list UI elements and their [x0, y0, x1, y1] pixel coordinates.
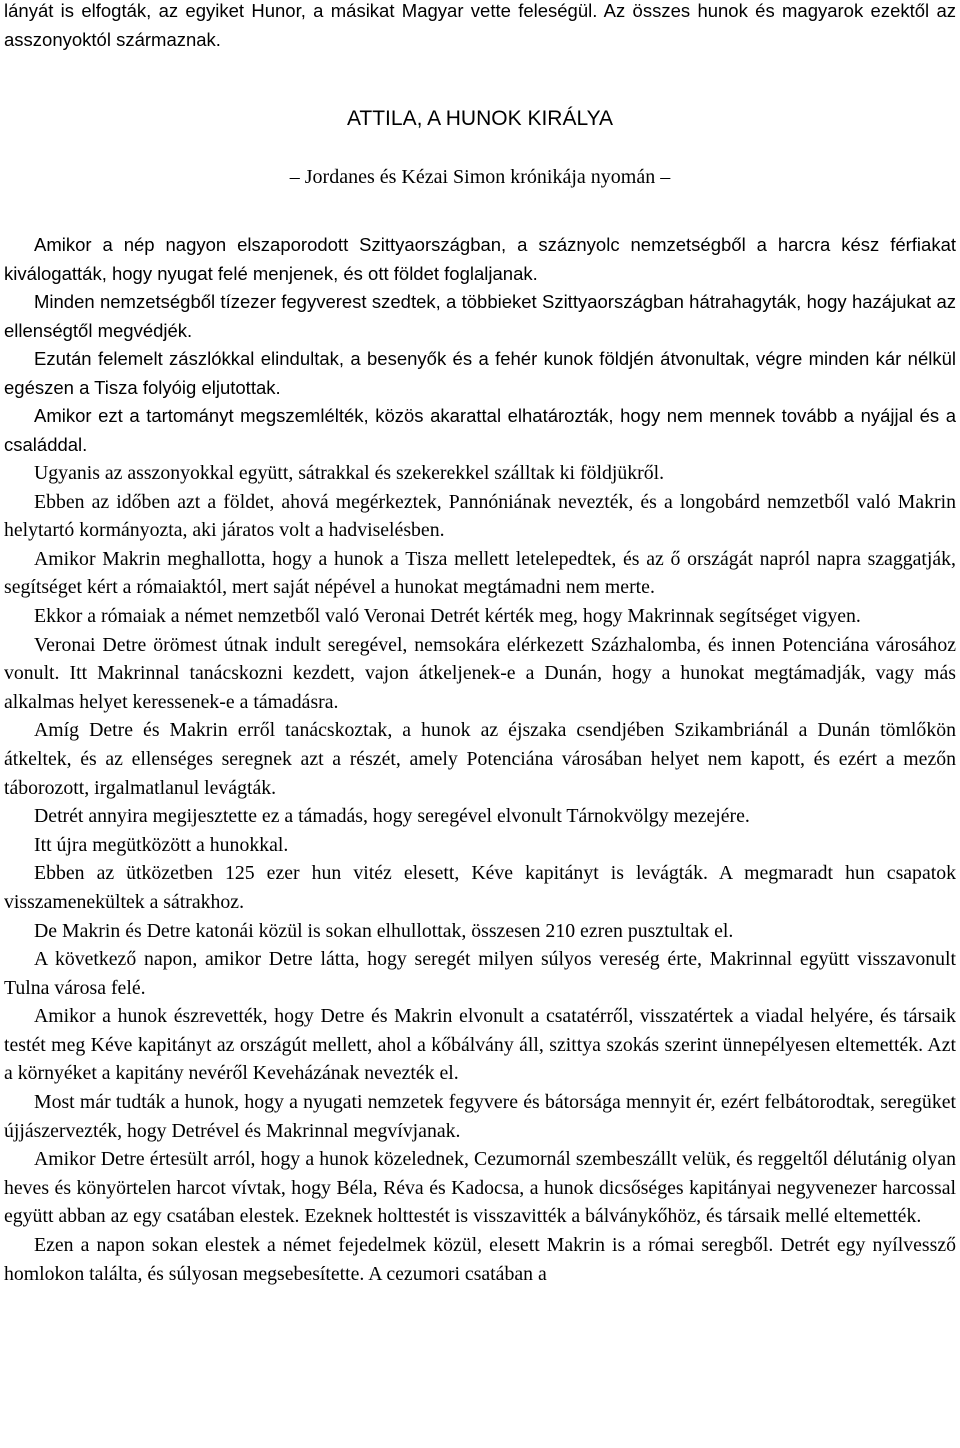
body-paragraph: Amikor ezt a tartományt megszemlélték, közös akarattal elhatározták, hogy nem mennek tovább a nyájjal és a családdal. — [4, 405, 956, 455]
chapter-title: ATTILA, A HUNOK KIRÁLYA — [346, 107, 614, 130]
body-paragraph: Itt újra megütközött a hunokkal. — [34, 833, 289, 856]
body-paragraph: Amikor a hunok észrevették, hogy Detre és Makrin elvonult a csatatérről, visszatértek a viadal helyére, és társaik testét meg Kéve kapitányt az országút mellett, ahol a kőbálvány áll, szittya szokás szerint ünnepélyesen eltemették. Azt a környéket a kapitány nevéről Keveházának nevezték el. — [4, 1005, 956, 1085]
body-paragraph: Ezután felemelt zászlókkal elindultak, a besenyők és a fehér kunok földjén átvonultak, végre minden kár nélkül egészen a Tisza folyóig eljutottak. — [4, 348, 956, 398]
body-paragraph: Ezen a napon sokan elestek a német fejedelmek közül, elesett Makrin is a római seregből. Detrét egy nyílvessző homlokon találta, és súlyosan megsebesítette. A cezumori csatában a — [4, 1234, 956, 1285]
body-paragraph: Most már tudták a hunok, hogy a nyugati nemzetek fegyvere és bátorsága mennyit ér, ezért felbátorodtak, seregüket újjászervezték, hogy Detrével és Makrinnal megvívjanak. — [4, 1091, 956, 1142]
body-paragraph: Veronai Detre örömest útnak indult seregével, nemsokára elérkezett Százhalomba, és innen Potenciána városához vonult. Itt Makrinnal tanácskozni kezdett, vajon átkeljenek-e a Dunán, hogy a hunokat megtámadják, vagy más alkalmas helyet keressenek-e a támadásra. — [4, 633, 956, 713]
body-paragraph: Amikor a nép nagyon elszaporodott Szittyaországban, a száznyolc nemzetségből a harcra kész férfiakat kiválogatták, hogy nyugat felé menjenek, és ott földet foglaljanak. — [4, 234, 956, 284]
body-paragraph: Amíg Detre és Makrin erről tanácskoztak, a hunok az éjszaka csendjében Szikambriánál a Dunán tömlőkön átkeltek, és az ellenséges seregnek azt a részét, amely Potenciána városában helyet nem kapott, és ezért a mezőn táborozott, irgalmatlanul levágták. — [4, 719, 956, 799]
document-page — [4, 0, 956, 1448]
body-sans-block — [4, 231, 956, 459]
body-paragraph: Detrét annyira megijesztette ez a támadás, hogy seregével elvonult Tárnokvölgy mezejére. — [34, 805, 750, 828]
body-paragraph: Ebben az időben azt a földet, ahová megérkeztek, Pannóniának nevezték, és a longobárd nemzetből való Makrin helytartó kormányozta, aki járatos volt a hadviselésben. — [4, 490, 956, 542]
chapter-subtitle: – Jordanes és Kézai Simon krónikája nyomán – — [289, 166, 671, 188]
body-serif-block — [4, 459, 956, 1288]
body-paragraph: Amikor Makrin meghallotta, hogy a hunok a Tisza mellett letelepedtek, és az ő országát napról napra szaggatják, segítséget kért a rómaiaktól, mert saját népével a hunokat megtámadni nem merte. — [4, 547, 956, 599]
body-paragraph: A következő napon, amikor Detre látta, hogy seregét milyen súlyos vereség érte, Makrinnal együtt visszavonult Tulna városa felé. — [4, 948, 956, 999]
body-paragraph: Ekkor a rómaiak a német nemzetből való Veronai Detrét kérték meg, hogy Makrinnak segítséget vigyen. — [34, 604, 861, 627]
body-paragraph: Minden nemzetségből tízezer fegyverest szedtek, a többieket Szittyaországban hátrahagyták, hogy hazájukat az ellenségtől megvédjék. — [4, 291, 956, 341]
body-paragraph: Amikor Detre értesült arról, hogy a hunok közelednek, Cezumornál szembeszállt velük, és reggeltől délutánig olyan heves és könyörtelen harcot vívtak, hogy Béla, Réva és Kadocsa, a hunok dicsőséges kapitányai negyvenezer harcossal együtt abban az egy csatában elestek. Ezeknek holttestét is visszavitték a bálványkőhöz, és társaik mellé eltemették. — [4, 1148, 956, 1228]
body-paragraph: De Makrin és Detre katonái közül is sokan elhullottak, összesen 210 ezren pusztultak el. — [34, 919, 734, 942]
body-paragraph: Ebben az ütközetben 125 ezer hun vitéz elesett, Kéve kapitányt is levágták. A megmaradt hun csapatok visszamenekültek a sátrakhoz. — [4, 862, 956, 913]
intro-paragraph: lányát is elfogták, az egyiket Hunor, a másikat Magyar vette feleségül. Az összes hunok és magyarok ezektől az asszonyoktól származnak. — [4, 0, 956, 50]
body-paragraph: Ugyanis az asszonyokkal együtt, sátrakkal és szekerekkel szálltak ki földjükről. — [34, 462, 665, 484]
